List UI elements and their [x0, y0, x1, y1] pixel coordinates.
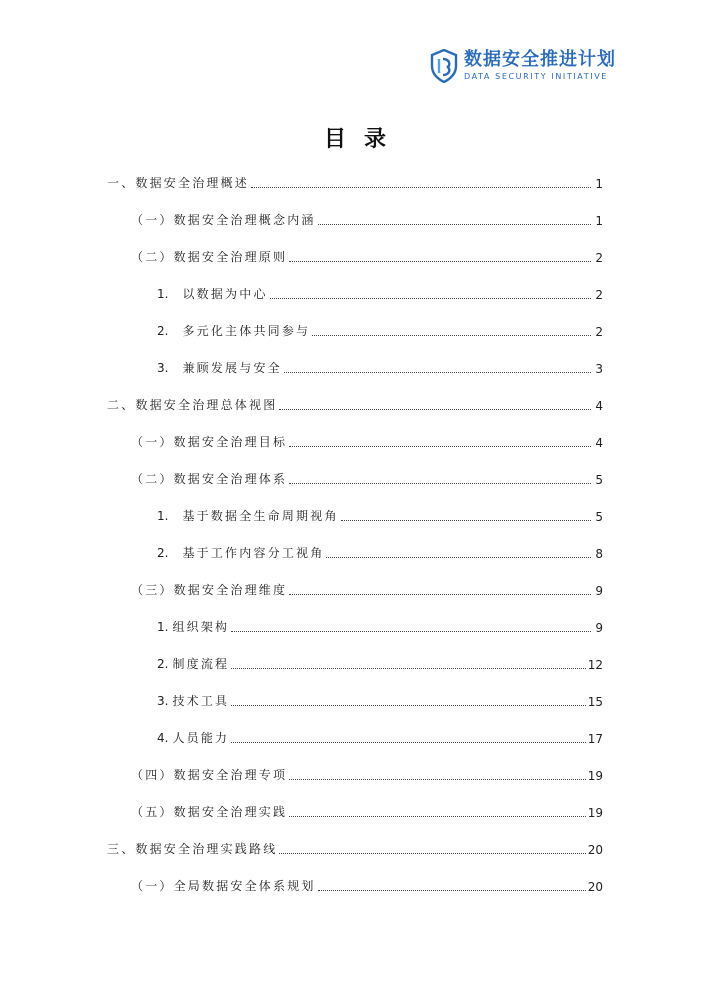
toc-entry[interactable]: [107, 863, 603, 900]
toc-entry[interactable]: [107, 826, 603, 863]
toc-leader-dots: [231, 667, 585, 669]
toc-entry-label: [131, 433, 287, 450]
toc-entry[interactable]: [107, 752, 603, 789]
toc-entry-number: 2.: [157, 546, 169, 560]
toc-entry-text: 基于工作内容分工视角: [182, 546, 325, 560]
toc-entry[interactable]: [107, 567, 603, 604]
toc-entry-label: [131, 248, 287, 265]
toc-entry-text: （一）数据安全治理概念内涵: [131, 213, 316, 227]
toc-leader-dots: [251, 186, 591, 188]
page-title: 目录: [323, 127, 404, 152]
toc-entry-number: 3.: [157, 361, 169, 375]
table-of-contents: [107, 160, 603, 900]
toc-entry[interactable]: [107, 345, 603, 382]
toc-entry-page: 19: [587, 769, 603, 783]
toc-entry-page: 8: [595, 547, 603, 561]
toc-entry-label: [157, 729, 229, 746]
toc-entry-text: 兼顾发展与安全: [182, 361, 282, 375]
toc-entry-text: 基于数据全生命周期视角: [182, 509, 339, 523]
toc-leader-dots: [318, 223, 591, 225]
toc-entry[interactable]: [107, 234, 603, 271]
toc-entry-number: 3.: [157, 694, 169, 708]
toc-entry-label: [157, 359, 282, 376]
toc-entry-label: [157, 618, 229, 635]
toc-entry-page: 9: [595, 584, 603, 598]
toc-entry[interactable]: [107, 197, 603, 234]
toc-entry-label: [157, 285, 268, 302]
toc-entry-page: 3: [595, 362, 603, 376]
toc-entry-text: 制度流程: [172, 657, 230, 671]
toc-entry[interactable]: [107, 160, 603, 197]
toc-entry-label: [131, 803, 287, 820]
toc-entry-page: 2: [595, 288, 603, 302]
toc-entry-page: 17: [587, 732, 603, 746]
toc-entry-text: （二）数据安全治理原则: [131, 250, 288, 264]
brand-name-en: DATA SECURITY INITIATIVE: [464, 72, 608, 81]
toc-leader-dots: [289, 815, 586, 817]
toc-entry[interactable]: [107, 382, 603, 419]
toc-entry-label: [157, 507, 339, 524]
toc-entry-text: （四）数据安全治理专项: [131, 768, 288, 782]
toc-leader-dots: [312, 334, 591, 336]
toc-entry-number: 1.: [157, 620, 169, 634]
toc-entry[interactable]: [107, 419, 603, 456]
toc-leader-dots: [341, 519, 591, 521]
toc-entry-number: 1.: [157, 509, 169, 523]
toc-entry-number: 4.: [157, 731, 169, 745]
toc-leader-dots: [279, 408, 591, 410]
toc-leader-dots: [326, 556, 591, 558]
toc-entry[interactable]: [107, 456, 603, 493]
toc-leader-dots: [270, 297, 591, 299]
toc-leader-dots: [289, 482, 591, 484]
toc-entry-text: 三、数据安全治理实践路线: [107, 842, 278, 856]
shield-logo-icon: [430, 49, 458, 83]
toc-entry-text: 二、数据安全治理总体视图: [107, 398, 278, 412]
toc-leader-dots: [289, 593, 591, 595]
toc-entry-text: 以数据为中心: [182, 287, 268, 301]
toc-entry-label: [157, 692, 229, 709]
toc-entry-number: 2.: [157, 657, 169, 671]
toc-entry-page: 9: [595, 621, 603, 635]
toc-entry-page: 2: [595, 325, 603, 339]
toc-leader-dots: [284, 371, 591, 373]
toc-entry-label: [157, 322, 310, 339]
toc-leader-dots: [318, 889, 586, 891]
toc-entry[interactable]: [107, 493, 603, 530]
toc-entry-page: 2: [595, 251, 603, 265]
brand-name-cn: 数据安全推进计划: [464, 49, 616, 70]
toc-entry-page: 19: [587, 806, 603, 820]
toc-entry[interactable]: [107, 308, 603, 345]
toc-leader-dots: [231, 741, 585, 743]
toc-leader-dots: [289, 778, 586, 780]
toc-entry-page: 20: [587, 843, 603, 857]
toc-entry[interactable]: [107, 271, 603, 308]
toc-entry-label: [157, 544, 324, 561]
toc-entry[interactable]: [107, 641, 603, 678]
toc-entry-page: 5: [595, 473, 603, 487]
toc-entry-page: 5: [595, 510, 603, 524]
toc-entry-text: 技术工具: [172, 694, 230, 708]
toc-entry-page: 4: [595, 399, 603, 413]
toc-entry-page: 12: [587, 658, 603, 672]
toc-entry-page: 20: [587, 880, 603, 894]
toc-entry[interactable]: [107, 530, 603, 567]
toc-leader-dots: [289, 260, 591, 262]
toc-entry-label: [131, 877, 316, 894]
toc-leader-dots: [279, 852, 585, 854]
toc-entry-page: 1: [595, 177, 603, 191]
toc-leader-dots: [231, 704, 585, 706]
toc-entry-label: [157, 655, 229, 672]
toc-entry-text: 组织架构: [172, 620, 230, 634]
toc-entry[interactable]: [107, 678, 603, 715]
toc-entry-text: （一）全局数据安全体系规划: [131, 879, 316, 893]
toc-entry[interactable]: [107, 715, 603, 752]
toc-entry-number: 1.: [157, 287, 169, 301]
toc-entry-text: （三）数据安全治理维度: [131, 583, 288, 597]
toc-leader-dots: [231, 630, 591, 632]
toc-entry-number: 2.: [157, 324, 169, 338]
toc-entry-page: 4: [595, 436, 603, 450]
toc-entry-label: [131, 211, 316, 228]
toc-entry-text: 人员能力: [172, 731, 230, 745]
toc-entry-label: [107, 174, 249, 191]
toc-entry[interactable]: [107, 604, 603, 641]
toc-entry-text: 多元化主体共同参与: [182, 324, 311, 338]
toc-entry-text: 一、数据安全治理概述: [107, 176, 250, 190]
toc-entry-label: [131, 470, 287, 487]
toc-entry[interactable]: [107, 789, 603, 826]
brand-logo: [430, 49, 616, 83]
toc-entry-label: [107, 396, 277, 413]
toc-entry-label: [131, 581, 287, 598]
toc-entry-text: （二）数据安全治理体系: [131, 472, 288, 486]
toc-entry-label: [107, 840, 277, 857]
toc-entry-page: 1: [595, 214, 603, 228]
toc-entry-page: 15: [587, 695, 603, 709]
toc-entry-text: （五）数据安全治理实践: [131, 805, 288, 819]
toc-leader-dots: [289, 445, 591, 447]
toc-entry-label: [131, 766, 287, 783]
toc-entry-text: （一）数据安全治理目标: [131, 435, 288, 449]
